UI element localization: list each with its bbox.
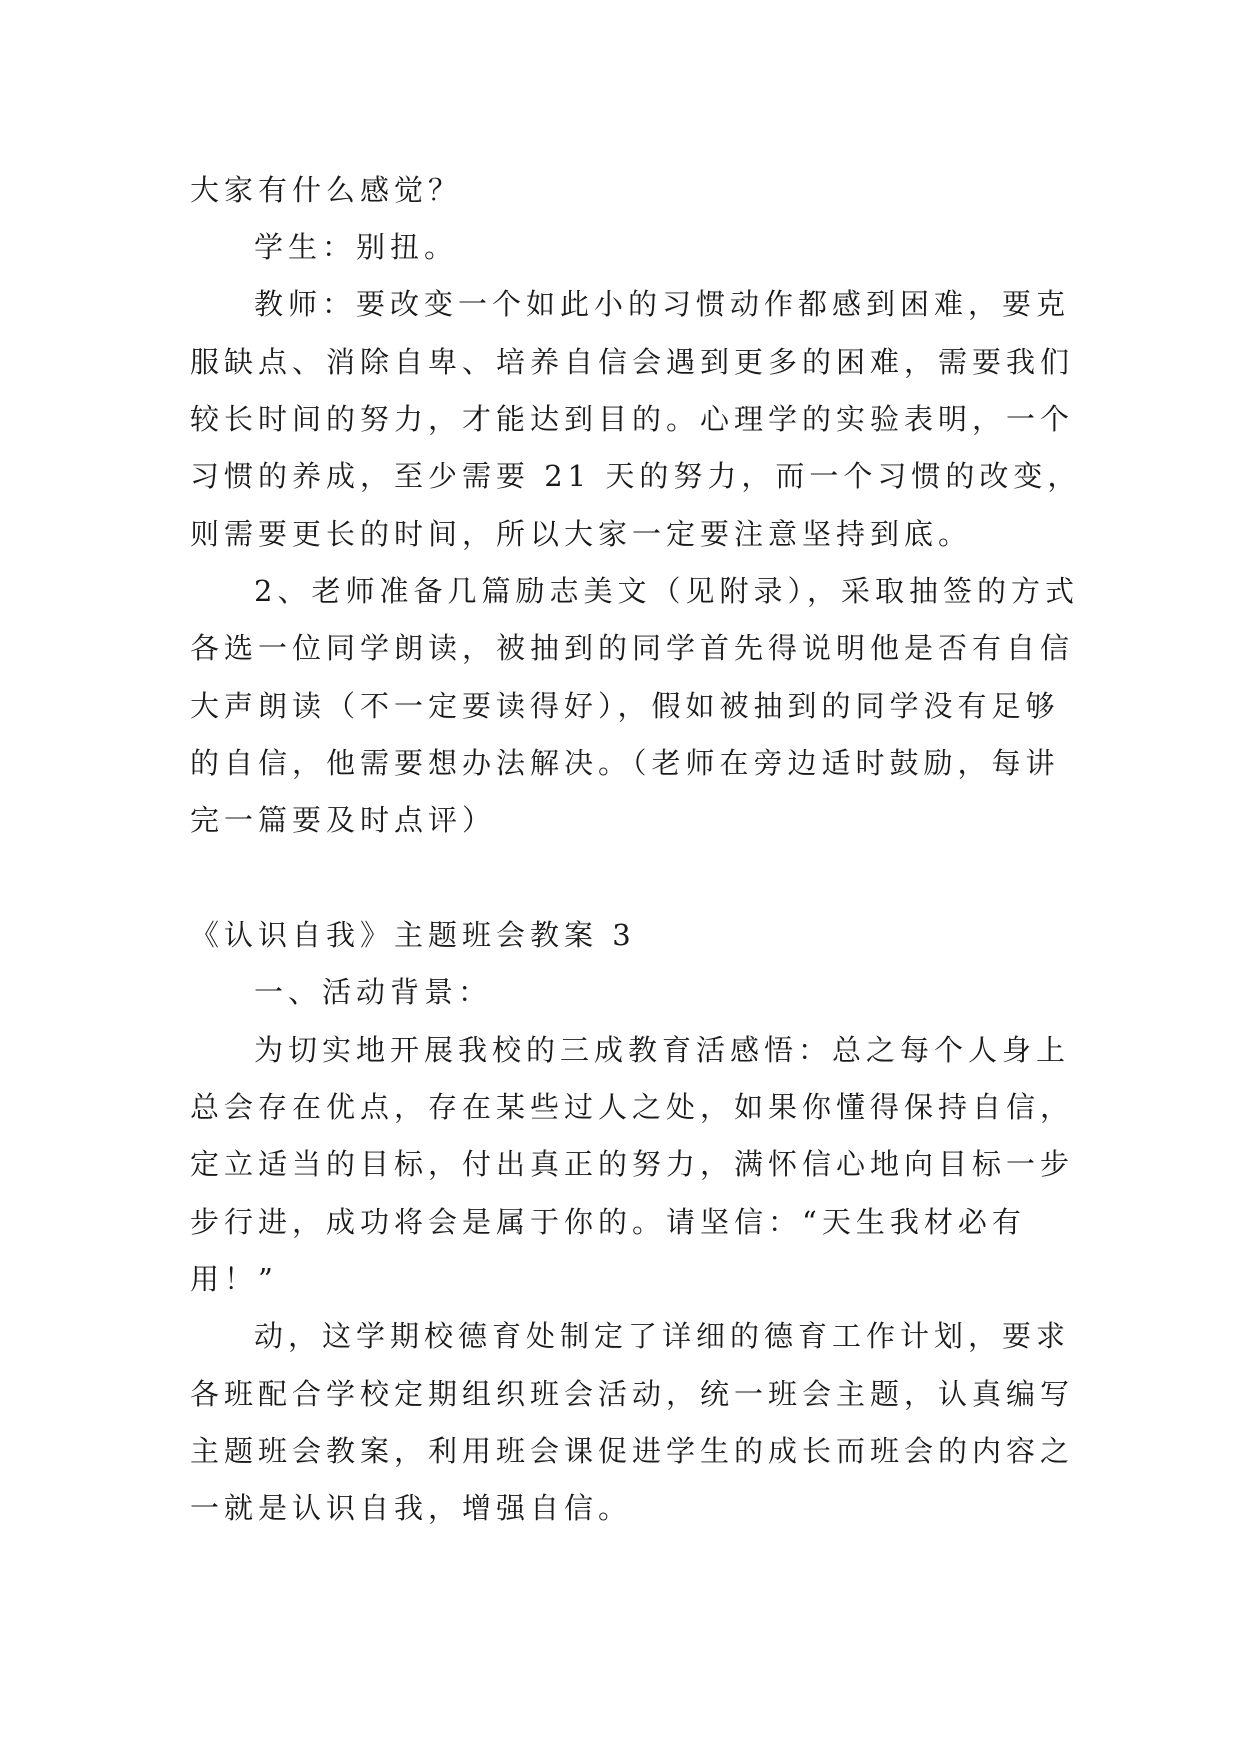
text-line: 完一篇要及时点评）	[190, 803, 497, 837]
section-title: 《认识自我》主题班会教案 3	[190, 918, 636, 952]
text-line: 主题班会教案，利用班会课促进学生的成长而班会的内容之	[190, 1434, 1075, 1468]
text-line: 总会存在优点，存在某些过人之处，如果你懂得保持自信，	[190, 1090, 1075, 1124]
text-line: 大家有什么感觉？	[190, 173, 463, 207]
section-heading: 一、活动背景：	[254, 975, 493, 1009]
text-line: 各班配合学校定期组织班会活动，统一班会主题，认真编写	[190, 1377, 1075, 1411]
text-line: 习惯的养成，至少需要 21 天的努力，而一个习惯的改变，	[190, 459, 1082, 493]
text-line: 服缺点、消除自卑、培养自信会遇到更多的困难，需要我们	[190, 345, 1075, 379]
text-line: 定立适当的目标，付出真正的努力，满怀信心地向目标一步	[190, 1147, 1075, 1181]
text-line: 较长时间的努力，才能达到目的。心理学的实验表明，一个	[190, 402, 1075, 436]
text-line: 的自信，他需要想办法解决。（老师在旁边适时鼓励，每讲	[190, 746, 1060, 780]
text-line: 大声朗读（不一定要读得好），假如被抽到的同学没有足够	[190, 689, 1060, 723]
text-line: 一就是认识自我，增强自信。	[190, 1491, 633, 1525]
text-line: 动，这学期校德育处制定了详细的德育工作计划，要求	[254, 1319, 1071, 1353]
text-line: 则需要更长的时间，所以大家一定要注意坚持到底。	[190, 517, 973, 551]
text-line: 用！”	[190, 1262, 278, 1296]
text-line: 为切实地开展我校的三成教育活感悟：总之每个人身上	[254, 1033, 1071, 1067]
text-line: 教师：要改变一个如此小的习惯动作都感到困难，要克	[254, 287, 1071, 321]
text-line: 各选一位同学朗读，被抽到的同学首先得说明他是否有自信	[190, 631, 1075, 665]
text-line: 2、老师准备几篇励志美文（见附录），采取抽签的方式	[254, 574, 1079, 608]
text-line: 步行进，成功将会是属于你的。请坚信：“天生我材必有	[190, 1205, 1026, 1239]
student-reply: 学生：别扭。	[254, 230, 459, 264]
